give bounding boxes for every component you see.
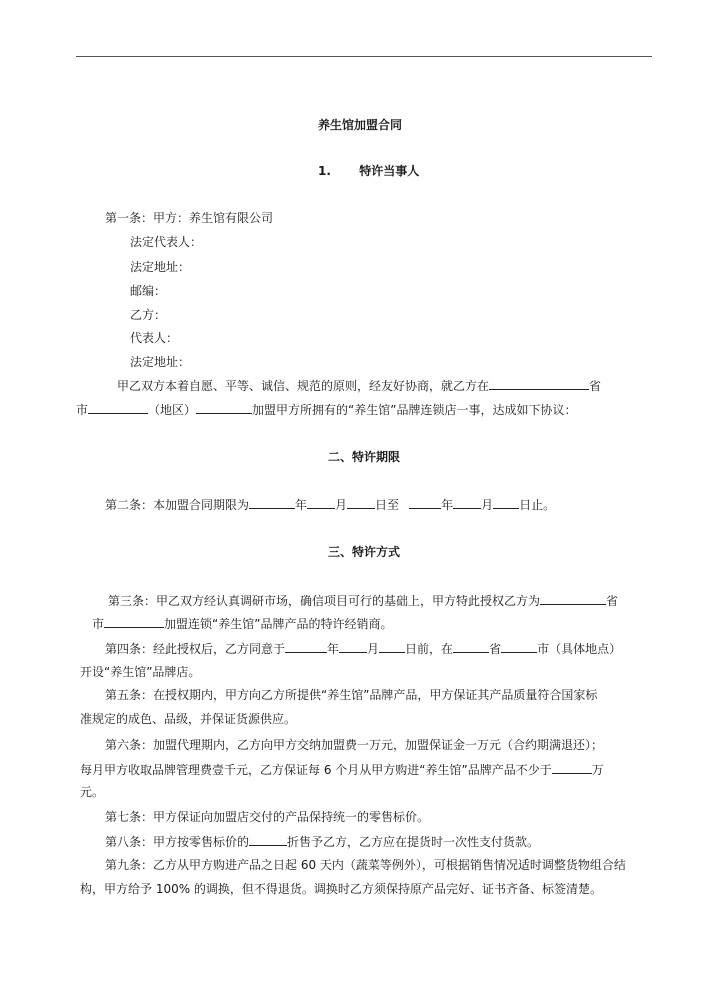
article-8-text-b: 折售予乙方，乙方应在提货时一次性支付货款。	[287, 835, 540, 849]
article-6-text-a: 每月甲方收取品牌管理费壹千元，乙方保证每 6 个月从甲方购进“养生馆”品牌产品不少于	[80, 763, 552, 777]
intro-text-c: 市	[76, 403, 89, 417]
intro-line-1	[117, 377, 601, 394]
section-2-heading: 二、特许期限	[328, 450, 401, 464]
header-rule	[76, 56, 652, 57]
article-4-text-a: 第四条：经此授权后，乙方同意于	[105, 642, 286, 656]
article-6-line-3: 元。	[80, 785, 105, 799]
intro-text-b: 省	[589, 379, 602, 393]
start-day-blank	[347, 496, 375, 509]
article-5-line-1: 第五条：在授权期内，甲方向乙方所提供“养生馆”品牌产品，甲方保证其产品质量符合国家标	[105, 688, 598, 702]
article-4-day-before: 日前，在	[405, 642, 454, 656]
article-3-line-2	[92, 615, 392, 632]
article-2-year-label-2: 年	[441, 498, 454, 512]
article-3-province-label: 省	[606, 594, 619, 608]
representative-label: 代表人：	[130, 331, 179, 345]
legal-address-label-b: 法定地址：	[130, 355, 191, 369]
article-4-city-blank	[501, 640, 537, 653]
document-title: 养生馆加盟合同	[318, 118, 403, 132]
article-8	[105, 833, 539, 850]
article-9-line-2: 构，甲方给予 100% 的调换，但不得退货。调换时乙方须保持原产品完好、证书齐备、标签清楚。	[80, 882, 602, 896]
article-3-city-blank	[104, 615, 164, 628]
article-2-month-label-2: 月	[481, 498, 494, 512]
intro-text-d: （地区）	[148, 403, 197, 417]
article-5-line-2: 准规定的成色、品级，并保证货源供应。	[80, 712, 297, 726]
section-3-heading: 三、特许方式	[328, 545, 401, 559]
article-2	[105, 496, 555, 513]
end-month-blank	[453, 496, 481, 509]
article-2-day-to: 日至	[375, 498, 400, 512]
article-4-year-label: 年	[327, 642, 340, 656]
end-year-blank	[409, 496, 441, 509]
article-4-city-label: 市（具体地点）	[537, 642, 622, 656]
article-8-discount-blank	[249, 833, 287, 846]
article-4-line-1	[105, 640, 621, 657]
section-1-heading	[318, 163, 419, 179]
article-3-city-label: 市	[92, 617, 105, 631]
article-2-year-label: 年	[295, 498, 308, 512]
article-3-province-blank	[540, 592, 606, 605]
start-year-blank	[249, 496, 295, 509]
article-4-year-blank	[285, 640, 327, 653]
article-6-line-2	[80, 761, 604, 778]
section-1-number: 1.	[318, 164, 331, 178]
party-b-label: 乙方：	[130, 308, 167, 322]
article-7: 第七条：甲方保证向加盟店交付的产品保持统一的零售标价。	[105, 810, 430, 824]
article-3-text-a: 第三条：甲乙双方经认真调研市场，确信项目可行的基础上，甲方特此授权乙方为	[108, 594, 541, 608]
article-3-text-d: 加盟连锁“养生馆”品牌产品的特许经销商。	[164, 617, 393, 631]
article-2-day-end: 日止。	[519, 498, 556, 512]
article-3-line-1	[108, 592, 618, 609]
article-2-text: 第二条：本加盟合同期限为	[105, 498, 250, 512]
intro-line-2	[76, 401, 576, 418]
legal-address-label: 法定地址：	[130, 260, 191, 274]
section-1-title: 特许当事人	[359, 164, 420, 178]
article-2-month-label: 月	[335, 498, 348, 512]
article-4-day-blank	[379, 640, 405, 653]
article-4-province-label: 省	[489, 642, 502, 656]
article-6-amount-blank	[552, 761, 592, 774]
city-blank	[88, 401, 148, 414]
intro-text-a: 甲乙双方本着自愿、平等、诚信、规范的原则，经友好协商，就乙方在	[117, 379, 490, 393]
article-4-month-label: 月	[367, 642, 380, 656]
article-6-line-1: 第六条：加盟代理期内，乙方向甲方交纳加盟费一万元，加盟保证金一万元（合约期满退还）；	[105, 738, 604, 752]
article-4-province-blank	[453, 640, 489, 653]
article-6-text-b: 万	[591, 763, 604, 777]
postcode-label: 邮编：	[130, 284, 167, 298]
article-4-line-2: 开设“养生馆”品牌店。	[80, 665, 201, 679]
article-8-text-a: 第八条：甲方按零售标价的	[105, 835, 250, 849]
article-1: 第一条：甲方：养生馆有限公司	[105, 211, 274, 225]
intro-text-e: 加盟甲方所拥有的“养生馆”品牌连锁店一事，达成如下协议：	[252, 403, 577, 417]
end-day-blank	[493, 496, 519, 509]
district-blank	[196, 401, 252, 414]
article-4-month-blank	[339, 640, 367, 653]
legal-representative-label: 法定代表人：	[130, 235, 203, 249]
start-month-blank	[307, 496, 335, 509]
article-9-line-1: 第九条：乙方从甲方购进产品之日起 60 天内（蔬菜等例外），可根据销售情况适时调整货物组合结	[105, 858, 626, 872]
location-blank	[489, 377, 589, 390]
